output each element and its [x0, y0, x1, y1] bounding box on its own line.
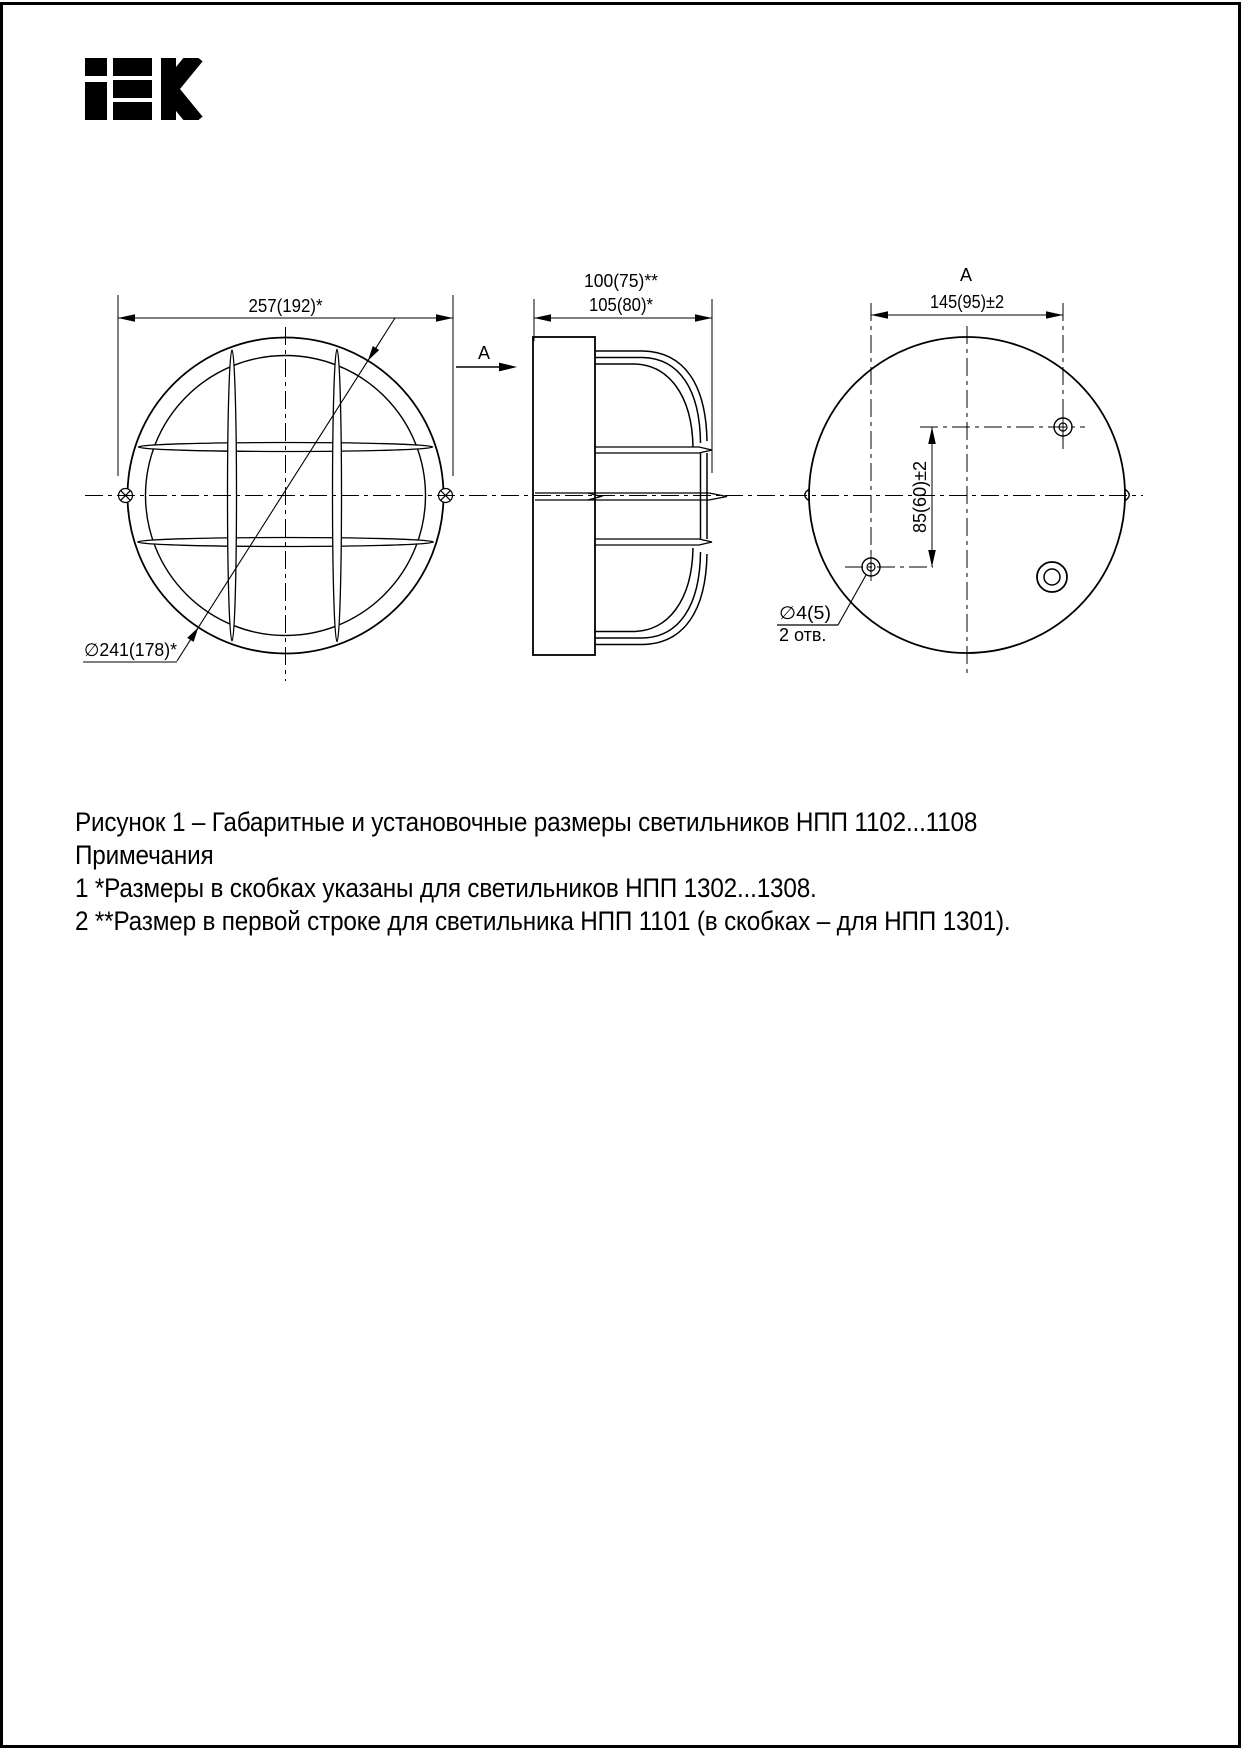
notes-heading: Примечания: [75, 840, 214, 870]
note-2: 2 **Размер в первой строке для светильника НПП 1101 (в скобках – для НПП 1301).: [75, 906, 1011, 936]
cable-entry-outer: [1037, 562, 1067, 592]
hole-count-label: 2 отв.: [779, 625, 827, 645]
front-view: [83, 295, 453, 662]
cable-entry-inner: [1044, 569, 1060, 585]
side-depth-dimension-label-1: 100(75)**: [584, 271, 658, 291]
arrowhead-icon: [1046, 311, 1063, 319]
side-depth-dimension-label-2: 105(80)*: [589, 295, 653, 315]
hole-diameter-label: ∅4(5): [779, 603, 831, 623]
side-center-seam: [535, 493, 709, 500]
figure-title: Рисунок 1 – Габаритные и установочные размеры светильников НПП 1102...1108: [75, 807, 978, 837]
arrowhead-icon: [928, 550, 936, 567]
arrowhead-icon: [436, 314, 453, 322]
side-seam-tip: [709, 493, 727, 500]
front-width-dimension-label: 257(192)*: [248, 296, 323, 316]
rear-view-label: A: [959, 265, 973, 285]
arrowhead-icon: [368, 346, 379, 361]
note-1: 1 *Размеры в скобках указаны для светильников НПП 1302...1308.: [75, 873, 817, 903]
leader-line: [838, 575, 866, 625]
side-dome: [595, 351, 707, 645]
arrowhead-icon: [187, 627, 198, 642]
arrowhead-icon: [695, 314, 712, 322]
rear-vertical-dimension-label: 85(60)±2: [910, 461, 930, 533]
side-grille-bar-bottom: [595, 539, 712, 545]
dome-inner-bottom: [595, 548, 693, 632]
dome-inner-top: [595, 364, 693, 447]
arrowhead-icon: [871, 311, 888, 319]
rear-horizontal-dimension: [871, 311, 1063, 319]
side-grille-bar-top: [595, 447, 712, 453]
centerlines: [85, 327, 1143, 681]
view-direction-arrow: [456, 363, 517, 372]
front-diameter-label: ∅241(178)*: [84, 640, 177, 660]
view-direction-label: A: [477, 343, 491, 363]
arrowhead-icon: [534, 314, 551, 322]
side-view: [456, 271, 727, 655]
rear-view: [777, 265, 1129, 676]
arrowhead-icon: [118, 314, 135, 322]
rear-horizontal-dimension-label: 145(95)±2: [930, 292, 1004, 312]
arrowhead-icon: [499, 363, 517, 372]
arrowhead-icon: [928, 427, 936, 444]
